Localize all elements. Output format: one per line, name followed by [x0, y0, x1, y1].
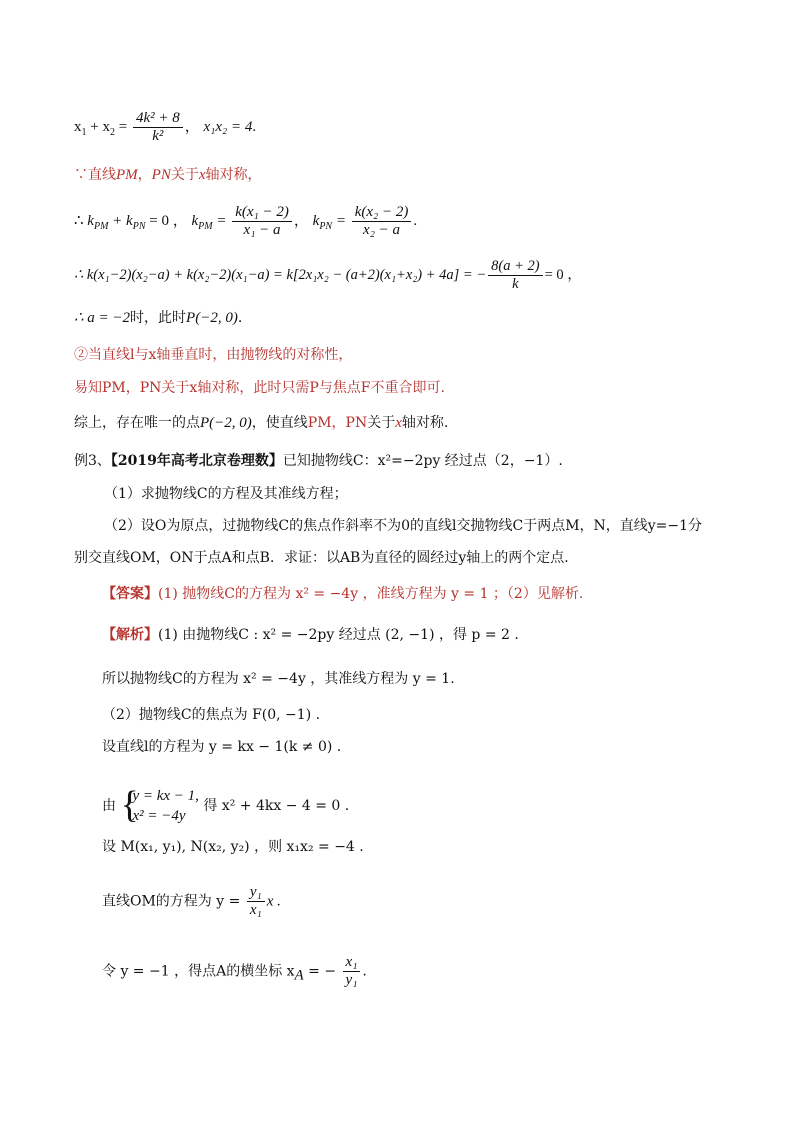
- fraction: $\frac{\text{x₁}}{\text{y₁}}$: [343, 954, 361, 989]
- case-two-line: ②当直线l与x轴垂直时，由抛物线的对称性，: [74, 347, 353, 363]
- system-line: 由 { y = kx − 1, x² = −4y 得 x² + 4kx − 4 = 0 .: [102, 784, 350, 826]
- analysis-tag: 【解析】: [102, 627, 158, 643]
- answer-tag: 【答案】: [102, 586, 158, 602]
- fraction: $\frac{8(a + 2)}{k}$: [488, 258, 542, 293]
- fraction: $\frac{\text{k(x₁ − 2)}}{\text{x₁ − a}}$: [232, 204, 292, 239]
- left-brace: {: [120, 784, 139, 826]
- line-om-equation: 直线OM的方程为 y = $\frac{\text{y₁}}{\text{x₁}}$ x .: [102, 884, 281, 918]
- equation-system: { y = kx − 1, x² = −4y: [120, 784, 199, 826]
- sum-of-roots-line: $x_1 + x_2$ = $\frac{\text{4k² + 8}}{\text{k²}}$ ， x₁x₂ = 4.: [74, 110, 257, 144]
- points-line: 设 M(x₁, y₁), N(x₂, y₂) ，则 x₁x₂ = −4 .: [102, 839, 364, 855]
- question-part-1: （1）求抛物线C的方程及其准线方程；: [104, 486, 348, 502]
- expansion-line: ∴ k(x₁−2)(x₂−a) + k(x₂−2)(x₁−a) = k[2x₁x₂ − (a+2)(x₁+x₂) + 4a] = − $\frac{8(a + 2)}{k}$ = 0 ，: [74, 258, 582, 292]
- conclusion-a-line: ∴ a = −2时，此时P(−2, 0).: [74, 310, 243, 326]
- fraction: $\frac{\text{k(x₂ − 2)}}{\text{x₂ − a}}$: [352, 204, 412, 239]
- answer-line: 【答案】(1) 抛物线C的方程为 x² = −4y ，准线方程为 y = 1 ；（2）见解析.: [102, 586, 584, 602]
- point-a-line: 令 y = −1 ，得点A的横坐标 $x_A$ = − $\frac{\text{x₁}}{\text{y₁}}$ .: [102, 954, 367, 988]
- example-heading: 例3、【2019年高考北京卷理数】已知抛物线C：x²=−2py 经过点（2，−1）.: [74, 453, 563, 469]
- line-equation-line: 设直线l的方程为 y = kx − 1(k ≠ 0) .: [102, 739, 342, 755]
- question-part-2-continued: 别交直线OM，ON于点A和点B．求证：以AB为直径的圆经过y轴上的两个定点．: [74, 550, 579, 566]
- focus-line: （2）抛物线C的焦点为 F(0, −1) .: [102, 707, 321, 723]
- parabola-equation-line: 所以抛物线C的方程为 x² = −4y ，其准线方程为 y = 1.: [102, 671, 455, 687]
- summary-line: 综上，存在唯一的点P(−2, 0)，使直线PM，PN关于x轴对称.: [74, 415, 449, 431]
- symmetry-remark-line: 易知PM，PN关于x轴对称，此时只需P与焦点F不重合即可.: [74, 380, 445, 396]
- symmetry-statement: ∵直线PM，PN关于x轴对称，: [74, 167, 262, 183]
- analysis-line: 【解析】(1) 由抛物线C : x² = −2py 经过点 (2, −1) ，得 p = 2 .: [102, 627, 519, 643]
- slope-sum-line: ∴ $k_{PM} + k_{PN} = 0$ ， $k_{PM}$ = $\frac{\text{k(x₁ − 2)}}{\text{x₁ − a}}$ ， $k_{PN}$ = $\frac{\text{k(x₂ − 2)}}{\text{x₂ − a}}$ .: [74, 204, 418, 238]
- question-part-2: （2）设O为原点，过抛物线C的焦点作斜率不为0的直线l交抛物线C于两点M，N，直线y=−1分: [104, 518, 703, 534]
- fraction: $\frac{\text{y₁}}{\text{x₁}}$: [247, 884, 265, 919]
- fraction: $\frac{\text{4k² + 8}}{\text{k²}}$: [133, 110, 183, 145]
